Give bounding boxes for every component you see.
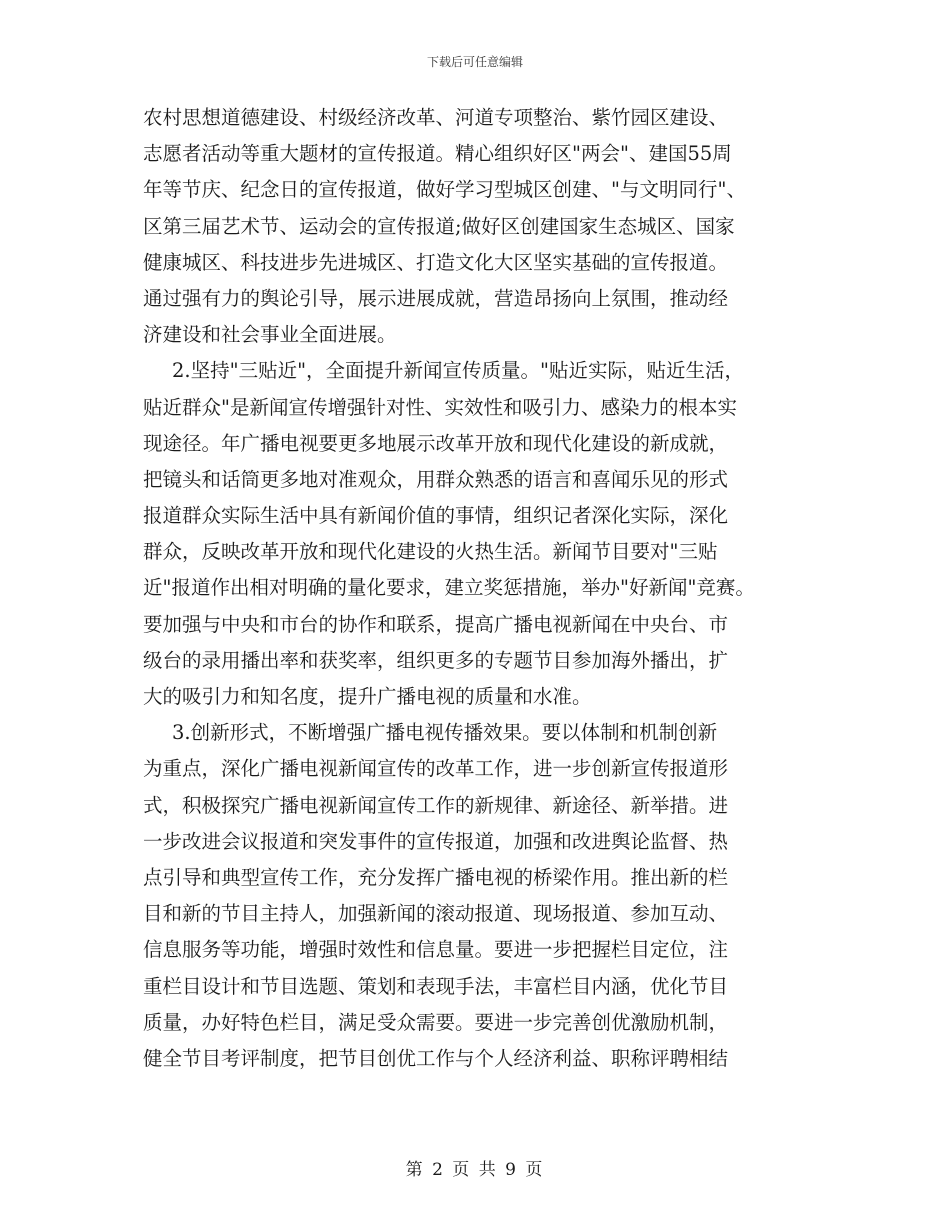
text-line: 济建设和社会事业全面进展。 [143,323,397,347]
paragraph-start-line: 3.创新形式，不断增强广播电视传播效果。要以体制和机制创新 [172,721,718,745]
text-line: 健康城区、科技进步先进城区、打造文化大区坚实基础的宣传报道。 [143,250,729,274]
text-line: 信息服务等功能，增强时效性和信息量。要进一步把握栏目定位，注 [143,938,729,962]
text-line: 目和新的节目主持人，加强新闻的滚动报道、现场报道、参加互动、 [143,902,729,926]
text-line: 级台的录用播出率和获奖率，组织更多的专题节目参加海外播出，扩 [143,648,729,672]
text-line: 近"报道作出相对明确的量化要求，建立奖惩措施，举办"好新闻"竞赛。 [143,576,755,600]
text-line: 把镜头和话筒更多地对准观众，用群众熟悉的语言和喜闻乐见的形式 [143,467,729,491]
text-line: 大的吸引力和知名度，提升广播电视的质量和水准。 [143,685,592,708]
text-line: 为重点，深化广播电视新闻宣传的改革工作，进一步创新宣传报道形 [143,757,729,781]
text-line: 群众，反映改革开放和现代化建设的火热生活。新闻节目要对"三贴 [143,540,718,564]
text-line: 现途径。年广播电视要更多地展示改革开放和现代化建设的新成就， [143,431,729,455]
paragraph-start-line: 2.坚持"三贴近"，全面提升新闻宣传质量。"贴近实际，贴近生活， [172,359,745,383]
text-line: 重栏目设计和节目选题、策划和表现手法，丰富栏目内涵，优化节目 [143,974,729,998]
text-line: 要加强与中央和市台的协作和联系，提高广播电视新闻在中央台、市 [143,612,729,636]
page-header: 下载后可任意编辑 [426,55,523,69]
text-line: 式，积极探究广播电视新闻宣传工作的新规律、新途径、新举措。进 [143,793,729,817]
text-line: 志愿者活动等重大题材的宣传报道。精心组织好区"两会"、建国55周 [143,142,732,166]
text-line: 报道群众实际生活中具有新闻价值的事情，组织记者深化实际，深化 [143,504,729,528]
text-line: 通过强有力的舆论引导，展示进展成就，营造昂扬向上氛围，推动经 [143,286,729,310]
text-line: 健全节目考评制度，把节目创优工作与个人经济利益、职称评聘相结 [143,1046,729,1070]
text-line: 年等节庆、纪念日的宣传报道，做好学习型城区创建、"与文明同行"、 [143,178,746,202]
page-footer: 第 2 页 共 9 页 [405,1160,545,1180]
text-line: 点引导和典型宣传工作，充分发挥广播电视的桥梁作用。推出新的栏 [143,865,729,889]
text-line: 农村思想道德建设、村级经济改革、河道专项整治、紫竹园区建设、 [143,106,729,129]
text-line: 贴近群众"是新闻宣传增强针对性、实效性和吸引力、感染力的根本实 [143,395,737,419]
text-line: 一步改进会议报道和突发事件的宣传报道，加强和改进舆论监督、热 [143,829,729,853]
text-line: 区第三届艺术节、运动会的宣传报道;做好区创建国家生态城区、国家 [143,214,735,238]
document-body [143,100,833,1077]
text-line: 质量，办好特色栏目，满足受众需要。要进一步完善创优激励机制， [143,1010,729,1034]
